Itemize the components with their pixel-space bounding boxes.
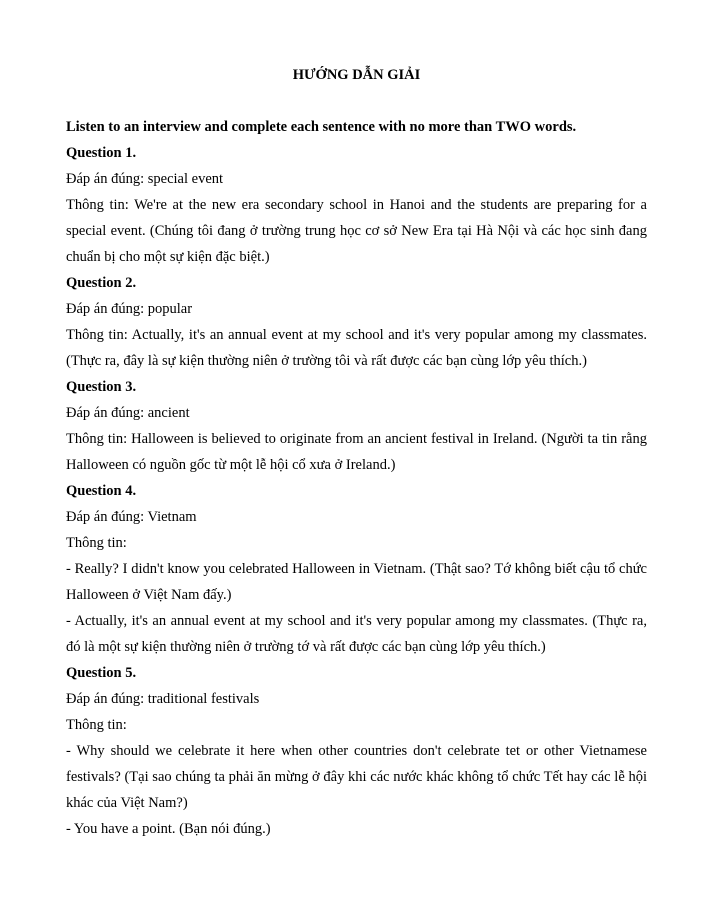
info-label: Thông tin: <box>66 535 127 551</box>
question-heading: Question 3. <box>66 379 137 395</box>
info-text: Thông tin: Actually, it's an annual event at my school and it's very popular among my classmates. (Thực ra, đây là sự kiện thường niên ở trường tôi và rất được các bạn cùng lớp yêu thích.) <box>66 327 647 369</box>
question-heading: Question 2. <box>66 275 137 291</box>
quote-text: - Really? I didn't know you celebrated Halloween in Vietnam. (Thật sao? Tớ không biết cậu tổ chức Halloween ở Việt Nam đấy.) <box>66 561 647 603</box>
document-title: HƯỚNG DẪN GIẢI <box>292 67 421 83</box>
answer-text: Đáp án đúng: Vietnam <box>66 509 197 525</box>
quote-text: - Why should we celebrate it here when other countries don't celebrate tet or other Vietnamese festivals? (Tại sao chúng ta phải ăn mừng ở đây khi các nước khác không tổ chức Tết hay các lễ hội khác của Việt Nam?) <box>66 743 647 811</box>
info-text: Thông tin: Halloween is believed to originate from an ancient festival in Ireland. (Người ta tin rằng Halloween có nguồn gốc từ một lễ hội cổ xưa ở Ireland.) <box>66 431 647 473</box>
answer-text: Đáp án đúng: traditional festivals <box>66 691 260 707</box>
quote-text: - Actually, it's an annual event at my school and it's very popular among my classmates. (Thực ra, đó là một sự kiện thường niên ở trường tớ và rất được các bạn cùng lớp yêu thích.) <box>66 613 647 655</box>
quote-text: - You have a point. (Bạn nói đúng.) <box>66 821 271 837</box>
question-heading: Question 4. <box>66 483 137 499</box>
answer-text: Đáp án đúng: popular <box>66 301 193 317</box>
answer-text: Đáp án đúng: ancient <box>66 405 190 421</box>
info-text: Thông tin: We're at the new era secondary school in Hanoi and the students are preparing for a special event. (Chúng tôi đang ở trường trung học cơ sở New Era tại Hà Nội và các học sinh đang chuẩn bị cho một sự kiện đặc biệt.) <box>66 197 647 265</box>
instruction-text: Listen to an interview and complete each sentence with no more than TWO words. <box>66 119 577 135</box>
question-heading: Question 5. <box>66 665 137 681</box>
document-page <box>66 62 647 842</box>
info-label: Thông tin: <box>66 717 127 733</box>
answer-text: Đáp án đúng: special event <box>66 171 224 187</box>
question-heading: Question 1. <box>66 145 137 161</box>
